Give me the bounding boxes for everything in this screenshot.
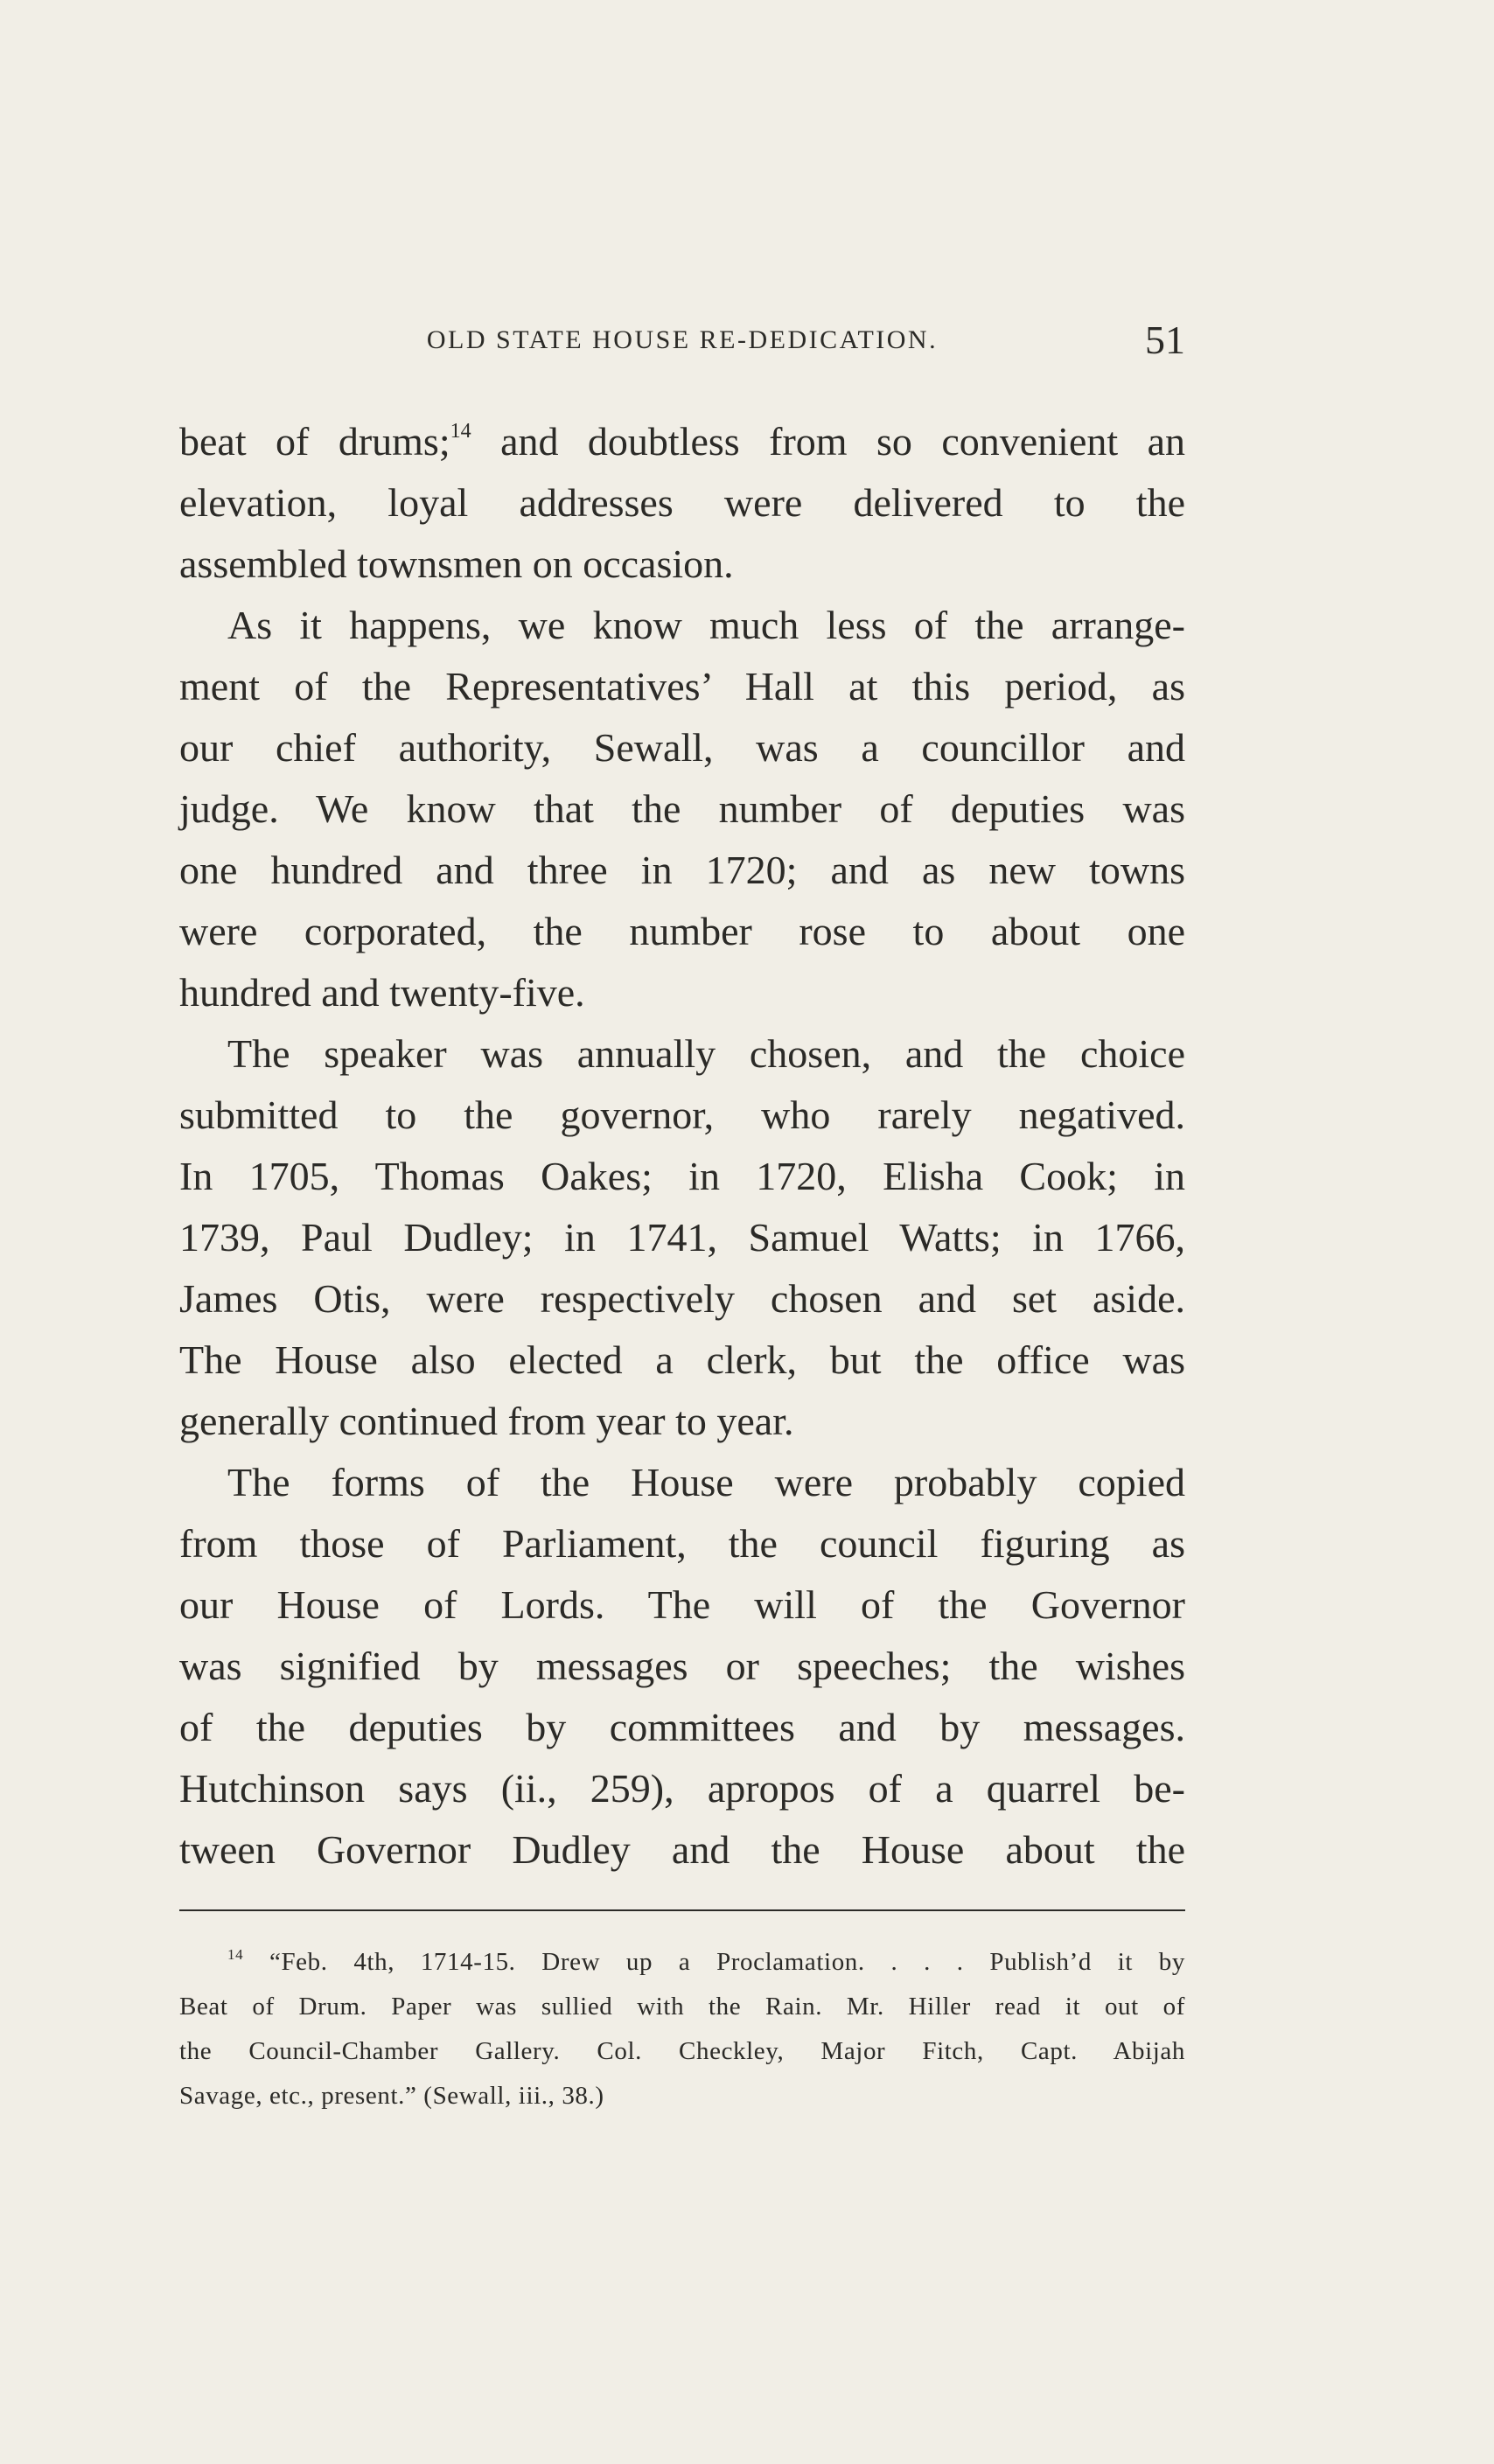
text-line: assembled townsmen on occasion. <box>179 541 734 586</box>
text-line: from those of Parliament, the council figuring as <box>179 1521 1185 1566</box>
text-line: hundred and twenty-five. <box>179 970 585 1015</box>
footnote <box>179 1940 1185 2118</box>
text-line: elevation, loyal addresses were delivered to the <box>179 480 1185 525</box>
text-segment: beat of drums; <box>179 419 450 464</box>
text-line: Hutchinson says (ii., 259), apropos of a quarrel be- <box>179 1766 1185 1811</box>
text-line: was signified by messages or speeches; the wishes <box>179 1644 1185 1688</box>
text-line <box>179 411 1185 472</box>
body-text <box>179 411 1185 1881</box>
text-line: As it happens, we know much less of the arrange- <box>227 603 1185 647</box>
text-line: judge. We know that the number of deputies was <box>179 786 1185 831</box>
footnote-line <box>179 1940 1185 1985</box>
text-line: submitted to the governor, who rarely negatived. <box>179 1092 1185 1137</box>
text-line: of the deputies by committees and by messages. <box>179 1705 1185 1749</box>
text-line: The forms of the House were probably copied <box>227 1460 1185 1504</box>
footnote-line: Savage, etc., present.” (Sewall, iii., 38.) <box>179 2082 604 2110</box>
running-head: OLD STATE HOUSE RE-DEDICATION. <box>426 325 939 354</box>
text-line: ment of the Representatives’ Hall at this period, as <box>179 664 1185 708</box>
text-line: one hundred and three in 1720; and as new towns <box>179 848 1185 892</box>
footnote-text: “Feb. 4th, 1714-15. Drew up a Proclamation. . . . Publish’d it by <box>269 1948 1185 1976</box>
text-line: our chief authority, Sewall, was a councillor and <box>179 725 1185 770</box>
text-line: tween Governor Dudley and the House about the <box>179 1827 1185 1872</box>
footnote-marker: 14 <box>227 1946 244 1963</box>
text-line: James Otis, were respectively chosen and set aside. <box>179 1276 1185 1321</box>
text-line: our House of Lords. The will of the Governor <box>179 1582 1185 1627</box>
text-line: 1739, Paul Dudley; in 1741, Samuel Watts; in 1766, <box>179 1215 1185 1260</box>
text-segment: and doubtless from so convenient an <box>500 419 1186 464</box>
footnote-reference: 14 <box>450 420 471 443</box>
page-number: 51 <box>1145 318 1185 362</box>
footnote-line: Beat of Drum. Paper was sullied with the Rain. Mr. Hiller read it out of <box>179 1993 1185 2021</box>
text-line: were corporated, the number rose to about one <box>179 909 1185 953</box>
text-line: The House also elected a clerk, but the office was <box>179 1337 1185 1382</box>
text-line: generally continued from year to year. <box>179 1399 794 1443</box>
page-header <box>179 317 1185 369</box>
text-line: The speaker was annually chosen, and the choice <box>227 1031 1185 1076</box>
text-line: In 1705, Thomas Oakes; in 1720, Elisha Cook; in <box>179 1154 1185 1198</box>
footnote-line: the Council-Chamber Gallery. Col. Checkley, Major Fitch, Capt. Abijah <box>179 2037 1185 2065</box>
footnote-divider <box>179 1909 1185 1911</box>
